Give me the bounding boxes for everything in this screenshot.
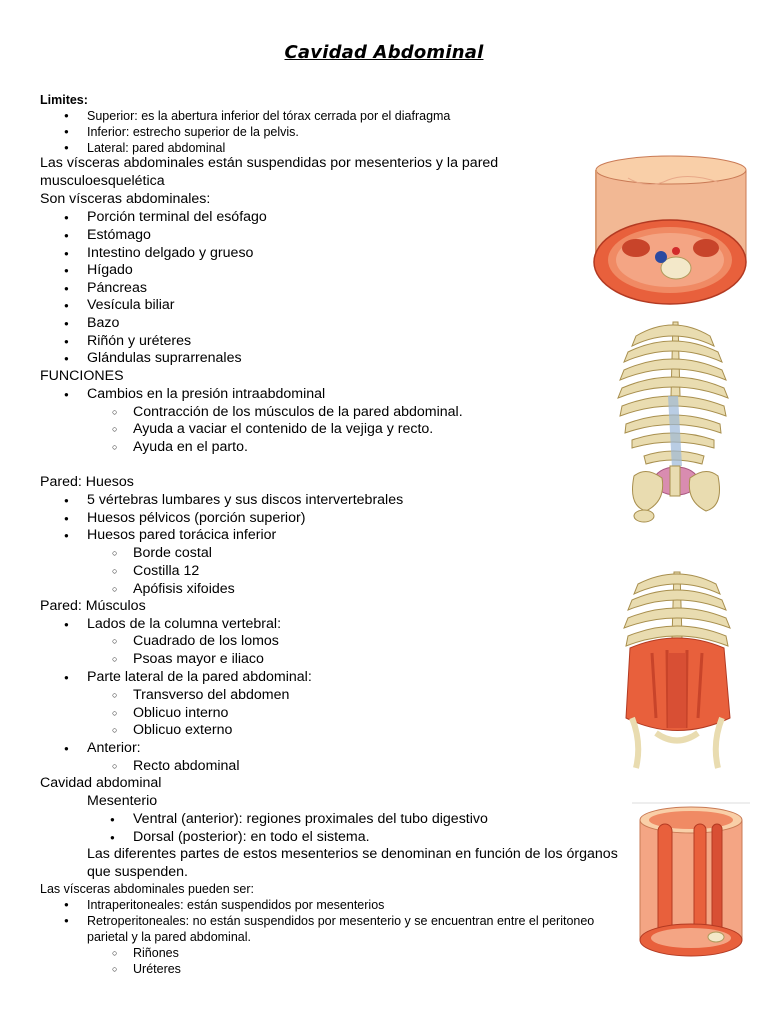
peritoneo-item-intra: ● Intraperitoneales: están suspendidos por mesenterios <box>87 897 384 913</box>
visceras-item: ● Páncreas <box>87 280 147 298</box>
musculos-item: ● Parte lateral de la pared abdominal: <box>87 669 312 687</box>
cavidad-heading: Cavidad abdominal <box>40 775 162 791</box>
limites-item-3: ● Lateral: pared abdominal <box>87 140 225 156</box>
abdominal-wall-muscles-illustration <box>612 568 742 773</box>
rib-cage-viscera-illustration <box>606 316 741 526</box>
peritoneo-item-retro-cont: parietal y la pared abdominal. <box>87 930 251 944</box>
intro-line-1: Las vísceras abdominales están suspendidas por mesenterios y la pared <box>40 155 499 171</box>
limites-item-1: ● Superior: es la abertura inferior del tórax cerrada por el diafragma <box>87 108 450 124</box>
page-title: Cavidad Abdominal <box>284 42 484 63</box>
musculos-heading: Pared: Músculos <box>40 598 146 614</box>
intro-line-2: musculoesquelética <box>40 173 165 189</box>
mesenterio-note-1: Las diferentes partes de estos mesenterios se denominan en función de los órganos <box>87 846 618 862</box>
visceras-item: ● Riñón y uréteres <box>87 333 191 351</box>
limites-heading: Limites: <box>40 93 88 107</box>
peritoneum-cylinder-illustration <box>632 800 750 962</box>
funciones-heading: FUNCIONES <box>40 368 124 384</box>
musculos-subitem: ○ Recto abdominal <box>133 758 239 776</box>
peritoneo-heading: Las vísceras abdominales pueden ser: <box>40 882 255 896</box>
musculos-subitem: ○ Oblicuo externo <box>133 722 232 740</box>
huesos-item: ● Huesos pared torácica inferior <box>87 527 276 545</box>
funciones-subitem: ○ Ayuda a vaciar el contenido de la vejiga y recto. <box>133 421 433 439</box>
visceras-item: ● Glándulas suprarrenales <box>87 350 242 368</box>
visceras-item: ● Porción terminal del esófago <box>87 209 267 227</box>
huesos-subitem: ○ Costilla 12 <box>133 563 199 581</box>
funciones-subitem: ○ Ayuda en el parto. <box>133 439 248 457</box>
funciones-item: ● Cambios en la presión intraabdominal <box>87 386 325 404</box>
musculos-subitem: ○ Cuadrado de los lomos <box>133 633 279 651</box>
mesenterio-item: ● Ventral (anterior): regiones proximales del tubo digestivo <box>133 811 488 829</box>
mesenterio-note-2: que suspenden. <box>87 864 188 880</box>
huesos-item: ● Huesos pélvicos (porción superior) <box>87 510 305 528</box>
peritoneo-subitem: ○ Uréteres <box>133 961 181 977</box>
huesos-item: ● 5 vértebras lumbares y sus discos intervertebrales <box>87 492 403 510</box>
peritoneo-item-retro: ● Retroperitoneales: no están suspendidos por mesenterio y se encuentran entre el peritoneo <box>87 913 594 929</box>
visceras-item: ● Hígado <box>87 262 133 280</box>
musculos-subitem: ○ Oblicuo interno <box>133 705 228 723</box>
visceras-item: ● Vesícula biliar <box>87 297 175 315</box>
musculos-item: ● Anterior: <box>87 740 141 758</box>
abdominal-cross-section-illustration <box>588 150 753 310</box>
limites-item-2: ● Inferior: estrecho superior de la pelvis. <box>87 124 299 140</box>
huesos-subitem: ○ Borde costal <box>133 545 212 563</box>
mesenterio-label: Mesenterio <box>87 793 158 809</box>
visceras-heading: Son vísceras abdominales: <box>40 191 211 207</box>
musculos-item: ● Lados de la columna vertebral: <box>87 616 281 634</box>
huesos-heading: Pared: Huesos <box>40 474 134 490</box>
mesenterio-item: ● Dorsal (posterior): en todo el sistema. <box>133 829 370 847</box>
visceras-item: ● Bazo <box>87 315 119 333</box>
visceras-item: ● Estómago <box>87 227 151 245</box>
musculos-subitem: ○ Transverso del abdomen <box>133 687 289 705</box>
peritoneo-subitem: ○ Riñones <box>133 945 179 961</box>
musculos-subitem: ○ Psoas mayor e iliaco <box>133 651 264 669</box>
huesos-subitem: ○ Apófisis xifoides <box>133 581 235 599</box>
visceras-item: ● Intestino delgado y grueso <box>87 245 253 263</box>
funciones-subitem: ○ Contracción de los músculos de la pared abdominal. <box>133 404 463 422</box>
